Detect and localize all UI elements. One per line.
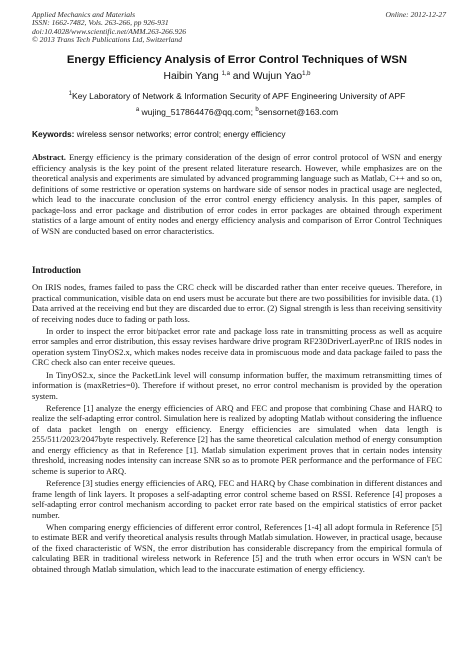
email-b-sup: b — [255, 107, 259, 113]
journal-issn: ISSN: 1662-7482, Vols. 263-266, pp 926-931 — [32, 18, 169, 28]
affiliation-sup: 1 — [68, 91, 72, 97]
journal-doi: doi:10.4028/www.scientific.net/AMM.263-266.926 — [32, 26, 187, 36]
intro-paragraph-3: In TinyOS2.x, since the PacketLink level will consump information buffer, the maximum retransmitting times of information is (maxRetries=0). Therefore if without preset, no error control mechanism is provided by the operation system. — [32, 369, 442, 401]
affiliation — [0, 91, 474, 101]
intro-paragraph-6: When comparing energy efficiencies of different error control, References [1-4] all adopt formula in Reference [5] to estimate BER and verify theoretical analysis results through Matlab simulation. However, in practical usage, because of the fixed characteristic of WSN, the error distribution has considerable discrepancy from the empirical formula of calculating BER in traditional wireless network in Reference [5] and the truth when error occurs in WSN can't be obtained through Matlab simulation, which lead to the inaccurate estimation of energy efficiency. — [32, 521, 442, 574]
intro-paragraph-1: On IRIS nodes, frames failed to pass the CRC check will be discarded rather than enter receive queues. Therefore, in practical communication, visible data on end users must be accurate but there are two possibilities for invisible data. (1) Data arrived at the receiving end but they are discarded due to error. (2) Signal strength is less than receiving sensitivity of receiving nodes duce to fading or path loss. — [32, 282, 442, 324]
abstract-text: Energy efficiency is the primary consideration of the design of error control protocol of WSN and energy efficiency analysis is the key point of the present related literature research. However, while emphasizes are on the theoretical analysis and experiments are simulated by advanced programming language such as Matlab, C++ and so on, definitions of some restrictive or operation systems on hardware side of sensor nodes in practical usage are neglected, which lead to the inaccurate conclusion of the error control energy efficiency analysis. In this paper, samples of package-loss and error package and distribution of error codes in error packages are obtained through experiment statistics of a large amount of entity nodes and energy efficiency analysis and comparison of Error Control Techniques of WSN are conducted based on error characteristics. — [32, 152, 443, 236]
intro-paragraph-2: In order to inspect the error bit/packet error rate and package loss rate in transmitting process as well as acquire error samples and error distribution, this essay revises hardware drive program RF230DriverLayerP.nc of IRIS nodes in operation system TinyOS2.x, which makes nodes receive data in promiscuous mode and data package failed to pass the CRC check also can enter receive queues. — [32, 325, 442, 368]
abstract-label: Abstract. — [32, 152, 66, 162]
journal-name: Applied Mechanics and Materials — [32, 10, 136, 19]
introduction-body — [32, 282, 442, 576]
intro-paragraph-5: Reference [3] studies energy efficiencies of ARQ, FEC and HARQ by Chase combination in different distances and frame length of link layers. It proposes a self-adapting error control scheme based on RSSI. Reference [4] proposes a self-adapting error control mechanism according to packet error rate based on the empirical statistics of error packet number. — [32, 478, 442, 520]
keywords — [32, 129, 442, 139]
email-a: wujing_517864476@qq.com; — [141, 107, 253, 117]
paper-title: Energy Efficiency Analysis of Error Control Techniques of WSN — [66, 54, 408, 66]
journal-header — [32, 11, 186, 45]
author-2-sup: 1,b — [302, 71, 311, 77]
intro-paragraph-4: Reference [1] analyze the energy efficiencies of ARQ and FEC and propose that combining Chase and HARQ to realize the self-adapting error control. Simulation here is realized by adopting Matlab without considering the influence of data packet length on energy efficiency. Energy efficiencies are simulated when data length is 255/511/2023/2047byte respectively. Reference [2] has the same theoretical calculation method of energy consumption and energy efficiency as that in Reference [1]. Matlab simulation experiment proves that in certain nodes intensity threshold, increasing nodes intensity can increase SNR so as to promote PER performance and the performance of FEC scheme is superior to ARQ. — [32, 402, 442, 476]
email-b: sensornet@163.com — [258, 107, 339, 117]
author-1: Haibin Yang — [163, 71, 219, 82]
abstract — [32, 152, 442, 236]
author-2: Wujun Yao — [252, 71, 303, 82]
journal-copyright: © 2013 Trans Tech Publications Ltd, Switzerland — [32, 35, 182, 45]
keywords-text: wireless sensor networks; error control; energy efficiency — [76, 129, 286, 139]
author-1-sup: 1,a — [221, 71, 230, 77]
email-line — [0, 107, 474, 117]
affiliation-text: Key Laboratory of Network & Information Security of APF Engineering University of APF — [71, 91, 406, 101]
section-heading-introduction: Introduction — [32, 265, 81, 275]
author-conjunction: and — [232, 71, 250, 82]
online-date: Online: 2012-12-27 — [385, 10, 446, 19]
keywords-label: Keywords: — [32, 129, 75, 139]
author-line — [0, 71, 474, 82]
email-a-sup: a — [135, 107, 140, 113]
